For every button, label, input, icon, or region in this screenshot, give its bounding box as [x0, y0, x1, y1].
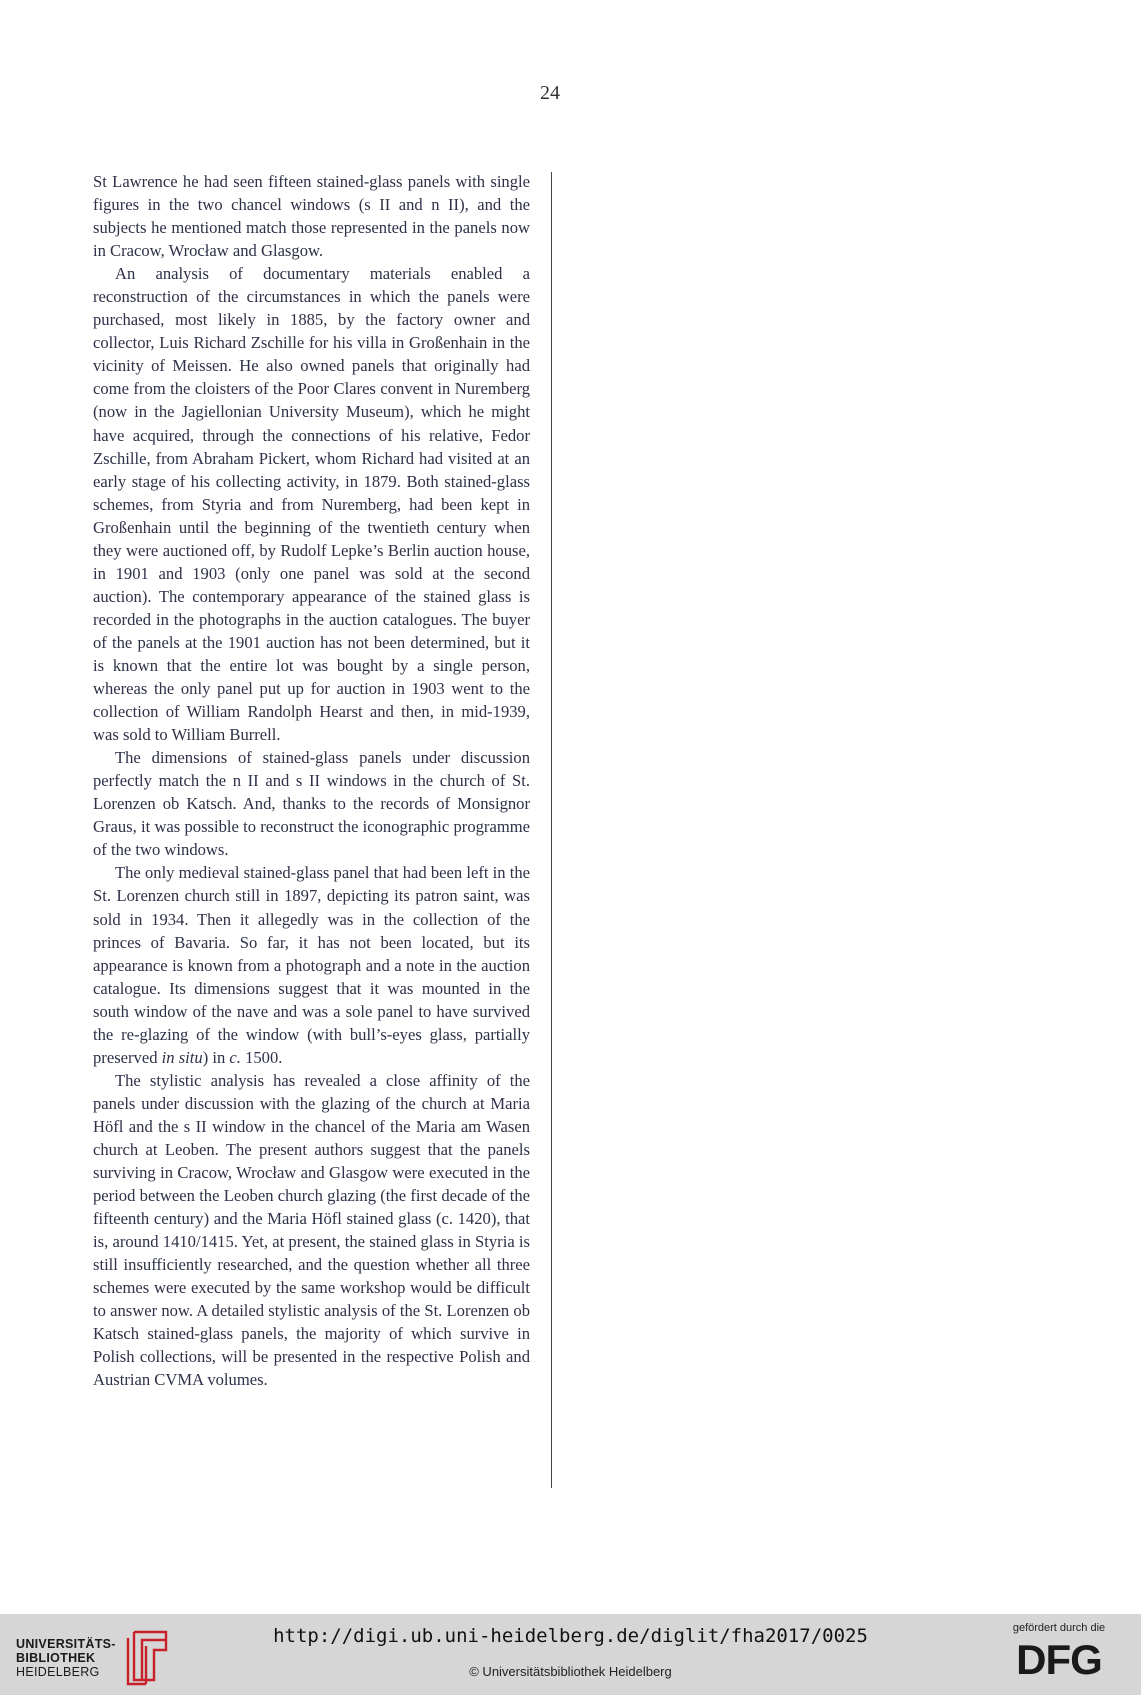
column-divider — [551, 172, 552, 1488]
paragraph-5: The stylistic analysis has revealed a close affinity of the panels under discussion with the glazing of the church at Maria Höfl and the s II window in the chancel of the Maria am Wasen church at Leoben. The present authors suggest that the panels surviving in Cracow, Wrocław and Glasgow were executed in the period between the Leoben church glazing (the first decade of the fifteenth century) and the Maria Höfl stained glass (c. 1420), that is, around 1410/1415. Yet, at present, the stained glass in Styria is still insufficiently researched, and the question whether all three schemes were executed by the same workshop would be difficult to answer now. A detailed stylistic analysis of the St. Lorenzen ob Katsch stained-glass panels, the majority of which survive in Polish collections, will be presented in the respective Polish and Austrian CVMA volumes. — [93, 1070, 530, 1390]
page-number: 24 — [540, 82, 560, 104]
paragraph-1: St Lawrence he had seen fifteen stained-glass panels with single figures in the two chancel windows (s II and n II), and the subjects he mentioned match those represented in the panels now in Cracow, Wrocław and Glasgow. — [93, 172, 530, 261]
body-text-column — [93, 170, 530, 1391]
library-name-line2: BIBLIOTHEK — [16, 1651, 96, 1665]
dfg-logo-icon — [1004, 1636, 1114, 1680]
permalink-url[interactable]: http://digi.ub.uni-heidelberg.de/diglit/fha2017/0025 — [273, 1625, 868, 1647]
copyright-notice: © Universitätsbibliothek Heidelberg — [469, 1664, 672, 1679]
library-name-line1: UNIVERSITÄTS- — [16, 1637, 116, 1651]
dfg-logo-text: DFG — [1016, 1636, 1102, 1680]
paragraph-3: The dimensions of stained-glass panels under discussion perfectly match the n II and s II windows in the church of St. Lorenzen ob Katsch. And, thanks to the records of Monsignor Graus, it was possible to reconstruct the iconographic programme of the two windows. — [93, 748, 530, 860]
funder-caption: gefördert durch die — [1012, 1622, 1106, 1634]
funder-block[interactable] — [999, 1622, 1119, 1680]
paragraph-4: The only medieval stained-glass panel that had been left in the St. Lorenzen church still in 1897, depicting its patron saint, was sold in 1934. Then it allegedly was in the collection of the princes of Bavaria. So far, it has not been located, but its appearance is known from a photograph and a note in the auction catalogue. Its dimensions suggest that it was mounted in the south window of the nave and was a sole panel to have survived the re-glazing of the window (with bull’s-eyes glass, partially preserved in situ) in c. 1500. — [93, 863, 530, 1067]
library-name-line3: HEIDELBERG — [16, 1665, 100, 1679]
footer-bar — [0, 1614, 1141, 1695]
paragraph-2: An analysis of documentary materials enabled a reconstruction of the circumstances in which the panels were purchased, most likely in 1885, by the factory owner and collector, Luis Richard Zschille for his villa in Großenhain in the vicinity of Meissen. He also owned panels that originally had come from the cloisters of the Poor Clares convent in Nuremberg (now in the Jagiellonian University Museum), which he might have acquired, through the connections of his relative, Fedor Zschille, from Abraham Pickert, whom Richard had visited at an early stage of his collecting activity, in 1879. Both stained-glass schemes, from Styria and from Nuremberg, had been kept in Großenhain until the beginning of the twentieth century when they were auctioned off, by Rudolf Lepke’s Berlin auction house, in 1901 and 1903 (only one panel was sold at the second auction). The contemporary appearance of the stained glass is recorded in the photographs in the auction catalogues. The buyer of the panels at the 1901 auction has not been determined, but it is known that the entire lot was bought by a single person, whereas the only panel put up for auction in 1903 went to the collection of William Randolph Hearst and then, in mid-1939, was sold to William Burrell. — [93, 264, 530, 745]
